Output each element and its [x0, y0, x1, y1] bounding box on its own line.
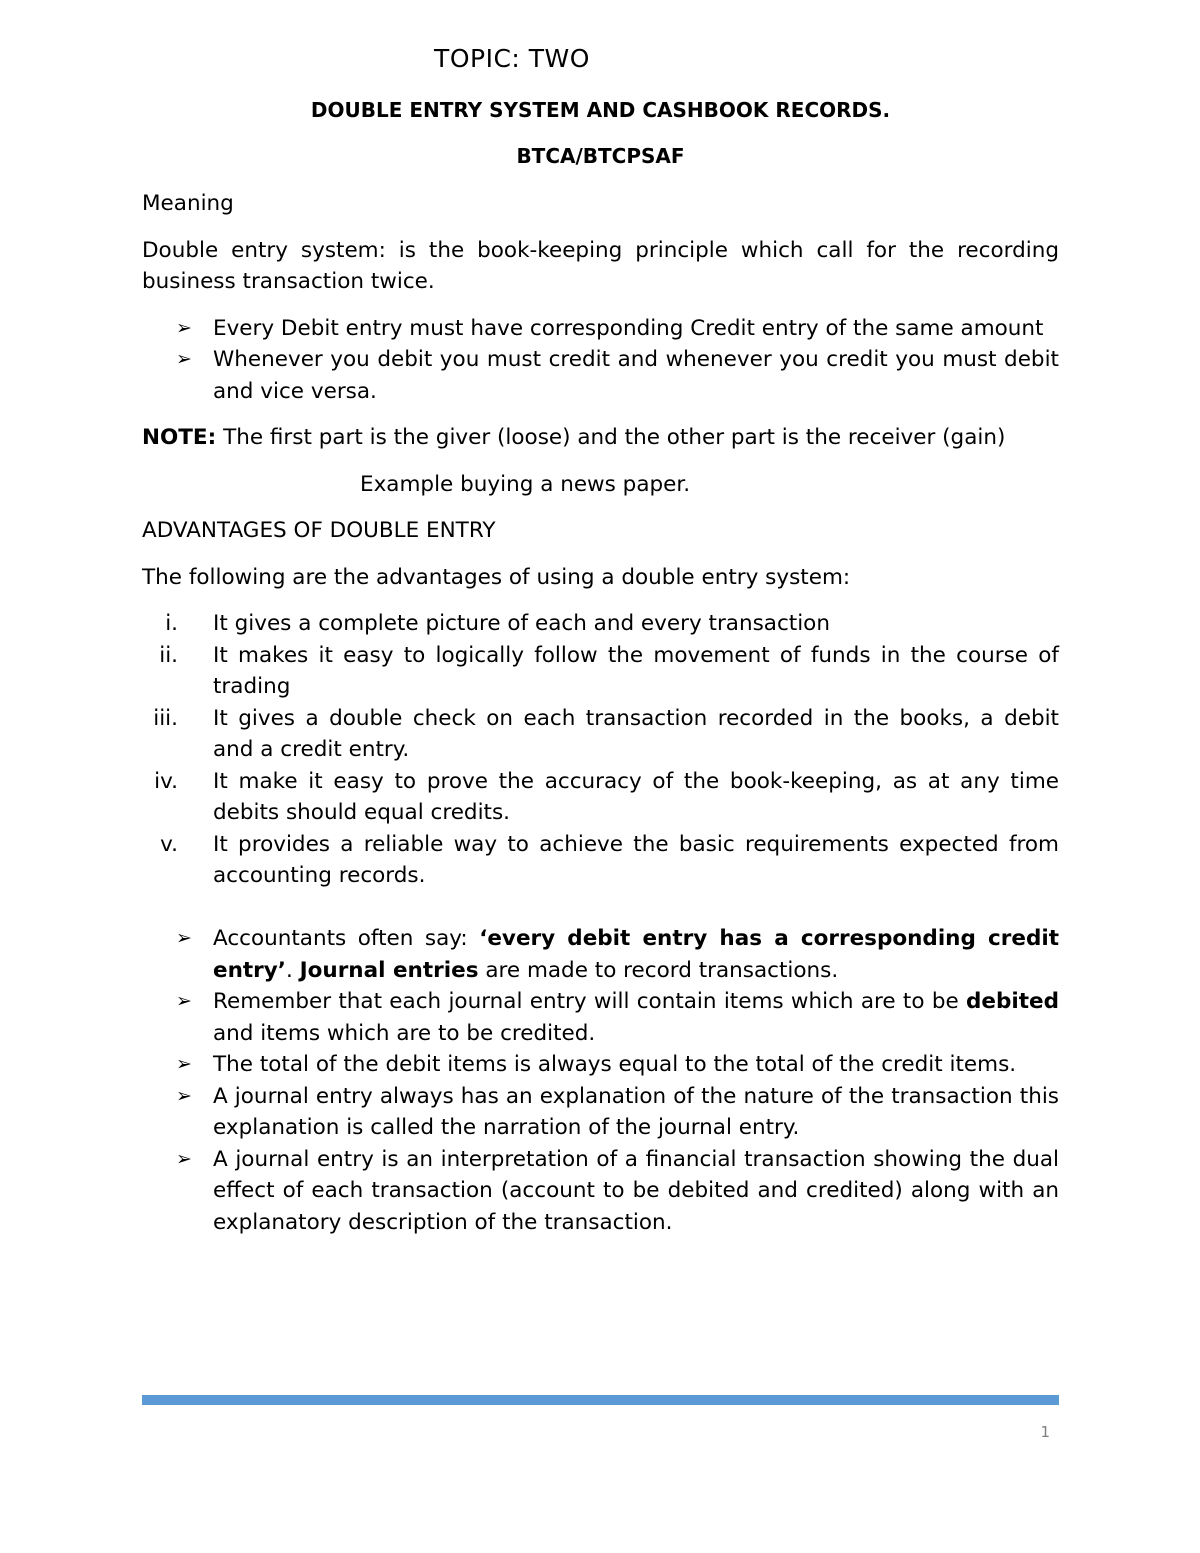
arrowhead-bullet-icon: ➢ [176, 1084, 192, 1107]
page-number: 1 [1040, 1423, 1050, 1441]
list-item [142, 986, 1059, 1049]
list-marker: v. [160, 831, 178, 857]
definition-paragraph: Double entry system: is the book-keeping principle which call for the recording business transaction twice. [142, 237, 1059, 294]
example-line: Example buying a news paper. [360, 471, 691, 497]
list-marker: ii. [159, 642, 178, 668]
arrowhead-bullet-icon: ➢ [176, 1147, 192, 1170]
journal-point-text: A journal entry is an interpretation of a financial transaction showing the dual effect of each transaction (account to be debited and credited) along with an explanatory description of the transaction. [213, 1146, 1059, 1235]
meaning-heading: Meaning [142, 191, 234, 216]
journal-point-text: The total of the debit items is always equal to the total of the credit items. [213, 1052, 1017, 1077]
journal-point-text: A journal entry always has an explanation of the nature of the transaction this explanation is called the narration of the journal entry. [213, 1083, 1059, 1140]
list-item [142, 1049, 1059, 1081]
advantage-text: It gives a complete picture of each and every transaction [213, 611, 830, 636]
list-item [142, 829, 1059, 892]
advantages-heading: ADVANTAGES OF DOUBLE ENTRY [142, 518, 496, 543]
document-page [142, 0, 1059, 1553]
list-item [142, 1081, 1059, 1144]
list-item [142, 766, 1059, 829]
list-marker: iii. [153, 705, 178, 731]
list-item [142, 703, 1059, 766]
journal-point-text: Remember that each journal entry will contain items which are to be debited and items which are to be credited. [213, 989, 1059, 1046]
advantage-text: It provides a reliable way to achieve the basic requirements expected from accounting records. [213, 831, 1059, 888]
list-marker: iv. [154, 768, 178, 794]
document-title: DOUBLE ENTRY SYSTEM AND CASHBOOK RECORDS. [310, 98, 891, 122]
advantage-text: It makes it easy to logically follow the movement of funds in the course of trading [213, 642, 1059, 699]
advantages-intro: The following are the advantages of using a double entry system: [142, 564, 851, 590]
journal-points-list [142, 923, 1059, 1238]
journal-point-text: Accountants often say: ‘every debit entry has a corresponding credit entry’. Journal entries are made to record transactions. [213, 926, 1060, 983]
list-item [142, 313, 1059, 345]
topic-heading: TOPIC: TWO [434, 44, 590, 73]
course-code: BTCA/BTCPSAF [516, 144, 685, 168]
list-item [142, 608, 1059, 640]
advantage-text: It gives a double check on each transaction recorded in the books, a debit and a credit entry. [213, 705, 1059, 762]
document-body [142, 188, 1059, 1238]
note-label: NOTE: [142, 425, 217, 450]
list-item [142, 1144, 1059, 1239]
rule-text: Whenever you debit you must credit and whenever you credit you must debit and vice versa. [213, 347, 1059, 404]
list-marker: i. [165, 611, 178, 636]
advantage-text: It make it easy to prove the accuracy of the book-keeping, as at any time debits should equal credits. [213, 768, 1059, 825]
rules-list [142, 313, 1059, 408]
arrowhead-bullet-icon: ➢ [176, 1053, 192, 1075]
note-text: The first part is the giver (loose) and the other part is the receiver (gain) [216, 425, 1006, 450]
list-item [142, 640, 1059, 703]
list-item [142, 923, 1059, 986]
note-paragraph [142, 422, 1059, 454]
rule-text: Every Debit entry must have corresponding Credit entry of the same amount [213, 315, 1044, 341]
list-item [142, 344, 1059, 407]
arrowhead-bullet-icon: ➢ [176, 348, 192, 370]
arrowhead-bullet-icon: ➢ [176, 990, 192, 1012]
advantages-list [142, 608, 1059, 892]
footer-divider [142, 1395, 1059, 1405]
arrowhead-bullet-icon: ➢ [176, 927, 192, 949]
arrowhead-bullet-icon: ➢ [176, 316, 192, 339]
